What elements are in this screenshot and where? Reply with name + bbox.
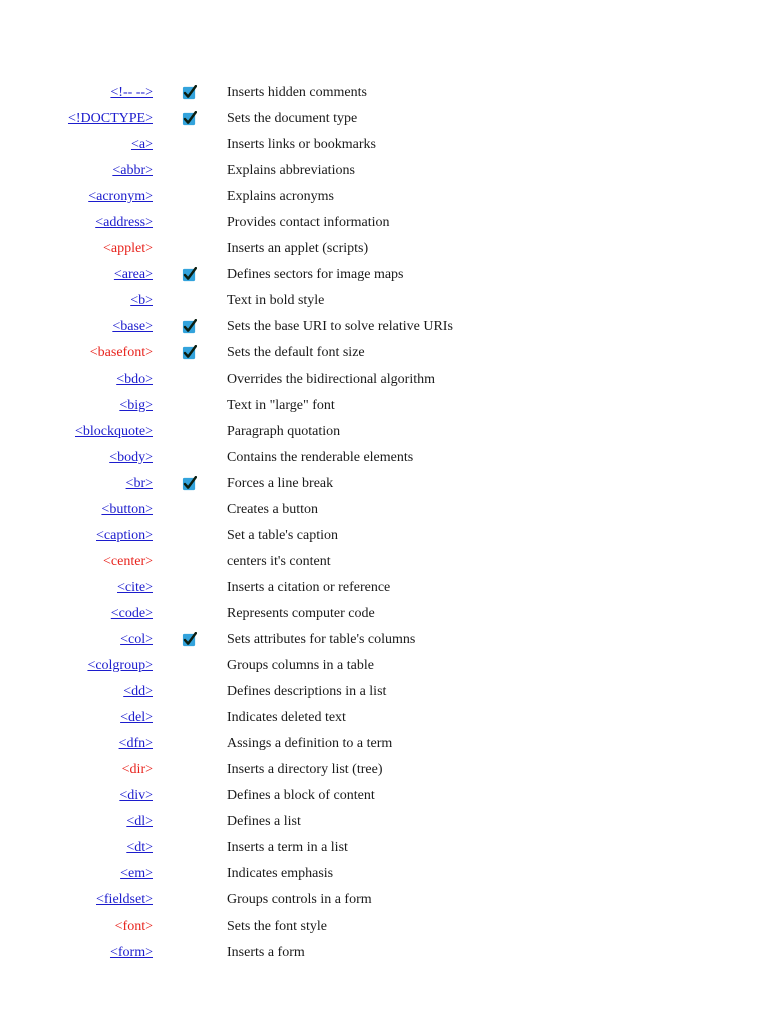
tag-row (0, 106, 768, 132)
tag-row (0, 940, 768, 966)
tag-row (0, 627, 768, 653)
tag-link[interactable]: <dfn> (118, 736, 153, 752)
tag-link[interactable]: <!DOCTYPE> (67, 111, 153, 127)
tag-description: Inserts a term in a list (227, 840, 348, 856)
tag-row (0, 705, 768, 731)
tag-link[interactable]: <colgroup> (87, 658, 153, 674)
tag-row (0, 835, 768, 861)
tag-link[interactable]: <big> (119, 397, 153, 413)
deprecated-tag-label: <dir> (121, 762, 153, 778)
tag-link[interactable]: <br> (125, 475, 153, 491)
checkbox-checked-icon (182, 345, 197, 360)
tag-link[interactable]: <!-- --> (110, 85, 153, 100)
tag-link[interactable]: <a> (130, 137, 153, 153)
tag-row (0, 575, 768, 601)
tag-link[interactable]: <acronym> (88, 189, 153, 205)
tag-description: Groups controls in a form (227, 892, 372, 908)
tag-link[interactable]: <div> (119, 788, 153, 804)
tag-row (0, 236, 768, 262)
tag-row (0, 288, 768, 314)
tag-row (0, 419, 768, 445)
tag-link[interactable]: <code> (110, 605, 153, 621)
tag-description: Explains acronyms (227, 189, 334, 205)
tag-link[interactable]: <base> (112, 319, 153, 335)
tag-description: Defines descriptions in a list (227, 684, 387, 700)
tag-description: Inserts a directory list (tree) (227, 762, 383, 778)
tag-row (0, 367, 768, 393)
tag-row (0, 757, 768, 783)
tag-row (0, 340, 768, 366)
tag-description: Sets the base URI to solve relative URIs (227, 319, 453, 335)
tag-description: Creates a button (227, 501, 318, 517)
tag-description: Provides contact information (227, 215, 390, 231)
tag-row (0, 549, 768, 575)
tag-row (0, 314, 768, 340)
tag-row (0, 731, 768, 757)
tag-link[interactable]: <form> (109, 944, 153, 960)
checkbox-checked-icon (182, 476, 197, 491)
tag-description: Inserts a citation or reference (227, 579, 391, 595)
tag-link[interactable]: <del> (120, 710, 153, 726)
tag-row (0, 471, 768, 497)
checkbox-checked-icon (182, 319, 197, 334)
tag-row (0, 445, 768, 471)
tag-row (0, 679, 768, 705)
tag-link[interactable]: <col> (120, 631, 153, 647)
tag-link[interactable]: <address> (95, 215, 153, 231)
tag-link[interactable]: <cite> (117, 579, 153, 595)
tag-link[interactable]: <b> (130, 293, 153, 309)
tag-description: Indicates deleted text (227, 710, 346, 726)
tag-row (0, 783, 768, 809)
tag-row (0, 393, 768, 419)
tag-link[interactable]: <blockquote> (75, 423, 153, 439)
deprecated-tag-label: <applet> (103, 241, 153, 257)
tag-row (0, 887, 768, 913)
tag-description: Sets the default font size (227, 345, 365, 361)
tag-row (0, 497, 768, 523)
deprecated-tag-label: <font> (114, 918, 153, 934)
tag-description: Text in "large" font (227, 397, 335, 413)
checkbox-checked-icon (182, 111, 197, 126)
tag-link[interactable]: <dl> (126, 814, 153, 830)
tag-description: Sets the font style (227, 918, 327, 934)
tag-link[interactable]: <bdo> (116, 371, 153, 387)
checkbox-checked-icon (182, 632, 197, 647)
tag-description: Sets the document type (227, 111, 358, 127)
tag-link[interactable]: <caption> (96, 527, 153, 543)
tag-description: Defines sectors for image maps (227, 267, 404, 283)
tag-description: Inserts links or bookmarks (227, 137, 376, 153)
checkbox-checked-icon (182, 85, 197, 100)
tag-description: Text in bold style (227, 293, 325, 309)
tag-description: Explains abbreviations (227, 163, 355, 179)
tag-description: Inserts an applet (scripts) (227, 241, 369, 257)
tag-row (0, 601, 768, 627)
tag-link[interactable]: <fieldset> (96, 892, 153, 908)
tag-description: Indicates emphasis (227, 866, 334, 882)
tag-link[interactable]: <dt> (126, 840, 153, 856)
tag-description: Represents computer code (227, 605, 375, 621)
tag-description: centers it's content (227, 553, 331, 569)
tag-description: Sets attributes for table's columns (227, 631, 416, 647)
tag-row (0, 523, 768, 549)
tag-row (0, 184, 768, 210)
checkbox-checked-icon (182, 267, 197, 282)
tag-link[interactable]: <body> (109, 449, 153, 465)
tag-link[interactable]: <em> (120, 866, 153, 882)
tag-description: Set a table's caption (227, 527, 338, 543)
tag-description: Defines a list (227, 814, 301, 830)
tag-row (0, 809, 768, 835)
tag-row (0, 653, 768, 679)
tag-link[interactable]: <button> (101, 501, 153, 517)
tag-description: Forces a line break (227, 475, 334, 491)
tag-description: Groups columns in a table (227, 658, 374, 674)
tag-row (0, 914, 768, 940)
tag-row (0, 80, 768, 106)
tag-row (0, 158, 768, 184)
tag-link[interactable]: <dd> (123, 684, 153, 700)
tag-row (0, 132, 768, 158)
tag-description: Assings a definition to a term (227, 736, 393, 752)
tag-description: Inserts hidden comments (227, 85, 367, 100)
tag-row (0, 262, 768, 288)
tag-description: Paragraph quotation (227, 423, 341, 439)
tag-link[interactable]: <abbr> (112, 163, 153, 179)
tag-row (0, 861, 768, 887)
tag-row (0, 210, 768, 236)
tag-description: Overrides the bidirectional algorithm (227, 371, 435, 387)
deprecated-tag-label: <center> (103, 553, 153, 569)
html-tag-list (0, 80, 768, 966)
tag-description: Inserts a form (227, 944, 305, 960)
deprecated-tag-label: <basefont> (89, 345, 153, 361)
tag-description: Defines a block of content (227, 788, 375, 804)
tag-link[interactable]: <area> (113, 267, 153, 283)
tag-description: Contains the renderable elements (227, 449, 414, 465)
